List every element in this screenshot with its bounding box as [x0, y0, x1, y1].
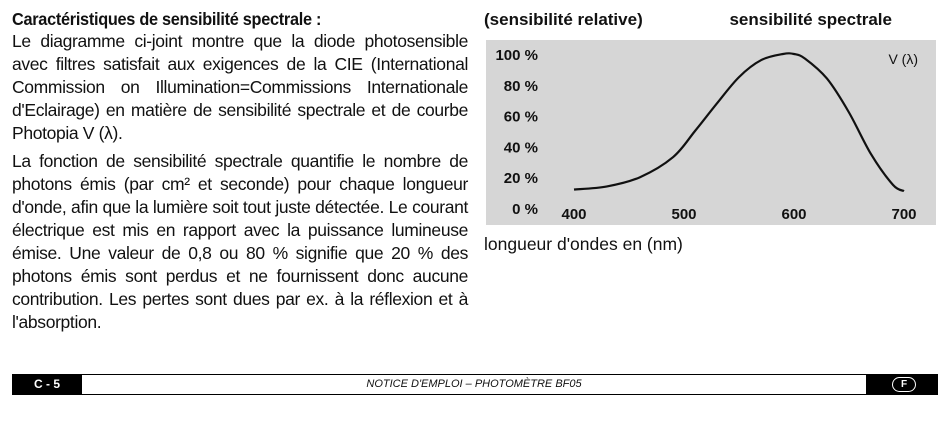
x-tick-label: 600	[781, 206, 807, 223]
chart-plot-area	[486, 40, 936, 225]
page-number: C - 5	[12, 375, 82, 394]
language-block	[866, 375, 938, 394]
chart-title: sensibilité spectrale	[729, 10, 892, 29]
paragraph-sensitivity-function: La fonction de sensibilité spectrale quantifie le nombre de photons émis (par cm² et seconde) pour chaque longueur d'onde, afin que la lumière soit tout juste détectée. Le courant électrique est mis en rapport avec la puissance lumineuse émise. Une valeur de 0,8 ou 80 % signifie que 20 % des photons émis sont perdus et ne fournissent donc aucune contribution. Les pertes sont dues par ex. à la réflexion et à l'absorption.	[12, 151, 468, 332]
chart-y-axis-label: (sensibilité relative)	[484, 10, 643, 29]
y-tick-label: 20 %	[503, 170, 538, 188]
section-heading: Caractéristiques de sensibilité spectrale :	[12, 9, 322, 29]
spectral-sensitivity-chart	[484, 8, 938, 254]
y-tick-label: 100 %	[495, 47, 538, 64]
y-tick-label: 40 %	[503, 139, 538, 157]
paragraph-cie: Le diagramme ci-joint montre que la diode photosensible avec filtres satisfait aux exigences de la CIE (International Commission on Illumination=Commissions Internationale d'Eclairage) en matière de sensibilité spectrale et de courbe Photopia V (λ).	[12, 31, 468, 143]
chart-svg	[486, 40, 936, 225]
page-footer	[12, 374, 938, 395]
x-tick-label: 700	[891, 206, 917, 223]
y-tick-label: 60 %	[503, 108, 538, 126]
language-badge: F	[892, 377, 916, 392]
footer-title: NOTICE D'EMPLOI – PHOTOMÈTRE BF05	[366, 378, 582, 390]
x-tick-label: 500	[671, 206, 697, 223]
x-tick-label: 400	[561, 206, 587, 223]
y-tick-label: 80 %	[503, 77, 538, 95]
chart-x-axis-label: longueur d'ondes en (nm)	[484, 234, 683, 254]
text-column	[12, 8, 468, 334]
chart-header	[484, 8, 938, 34]
y-tick-label: 0 %	[512, 201, 538, 218]
series-line-v-lambda	[574, 53, 904, 191]
series-label: V (λ)	[888, 51, 918, 67]
